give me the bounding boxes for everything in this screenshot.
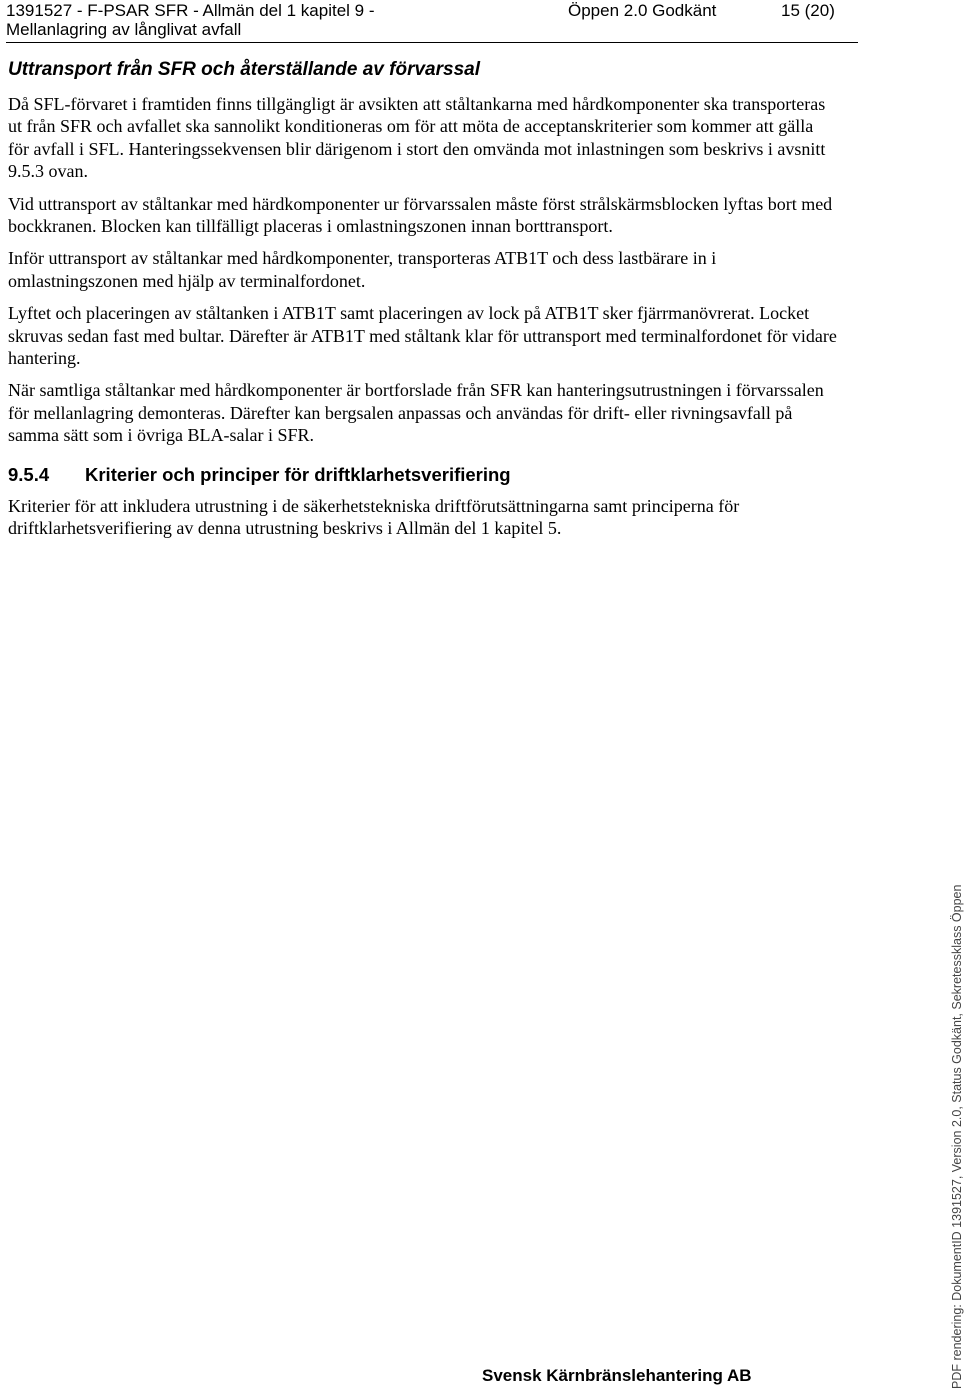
subsection-number: 9.5.4 (8, 463, 50, 485)
side-rendering-note: PDF rendering: DokumentID 1391527, Version 2.0, Status Godkänt, Sekretessklass Öppen (950, 884, 964, 1389)
header-status: Öppen 2.0 Godkänt (568, 1, 717, 20)
paragraph: Lyftet och placeringen av ståltanken i ATB1T samt placeringen av lock på ATB1T sker fjärrmanövrerat. Locket skruvas sedan fast med bultar. Därefter är ATB1T med ståltank klar för uttransport med terminalfordonet för vidare hantering. (8, 303, 837, 369)
section-heading: Uttransport från SFR och återställande av förvarssal (8, 59, 480, 80)
subsection-heading (8, 463, 838, 487)
header-document-title: 1391527 - F-PSAR SFR - Allmän del 1 kapitel 9 - (6, 1, 375, 20)
paragraph: Vid uttransport av ståltankar med härdkomponenter ur förvarssalen måste först strålskärmsblocken lyftas bort med bockkranen. Blocken kan tillfälligt placeras i omlastningszonen innan borttransport. (8, 193, 833, 237)
document-body (8, 58, 838, 550)
paragraph: När samtliga ståltankar med hårdkomponenter är bortforslade från SFR kan hanteringsutrustningen i förvarssalen för mellanlagring demonteras. Därefter kan bergsalen anpassas och användas för drift- eller rivningsavfall på samma sätt som i övriga BLA-salar i SFR. (8, 380, 824, 446)
paragraph: Inför uttransport av ståltankar med hårdkomponenter, transporteras ATB1T och dess lastbärare in i omlastningszonen med hjälp av terminalfordonet. (8, 248, 717, 291)
header-divider (6, 42, 858, 43)
paragraph: Kriterier för att inkludera utrustning i de säkerhetstekniska driftförutsättningarna samt principerna för driftklarhetsverifiering av denna utrustning beskrivs i Allmän del 1 kapitel 5. (8, 495, 740, 539)
paragraph: Då SFL-förvaret i framtiden finns tillgängligt är avsikten att ståltankarna med hårdkomponenter ska transporteras ut från SFR och avfallet ska sannolikt konditioneras om för att möta de acceptanskriterier som kommer att gälla för avfall i SFL. Hanteringssekvensen blir därigenom i stort den omvända mot inlastningen som beskrivs i avsnitt 9.5.3 ovan. (8, 94, 826, 182)
header-document-subtitle: Mellanlagring av långlivat avfall (6, 20, 242, 39)
subsection-title: Kriterier och principer för driftklarhetsverifiering (85, 463, 511, 485)
header-page-number: 15 (20) (781, 1, 835, 20)
footer-company: Svensk Kärnbränslehantering AB (482, 1366, 752, 1385)
